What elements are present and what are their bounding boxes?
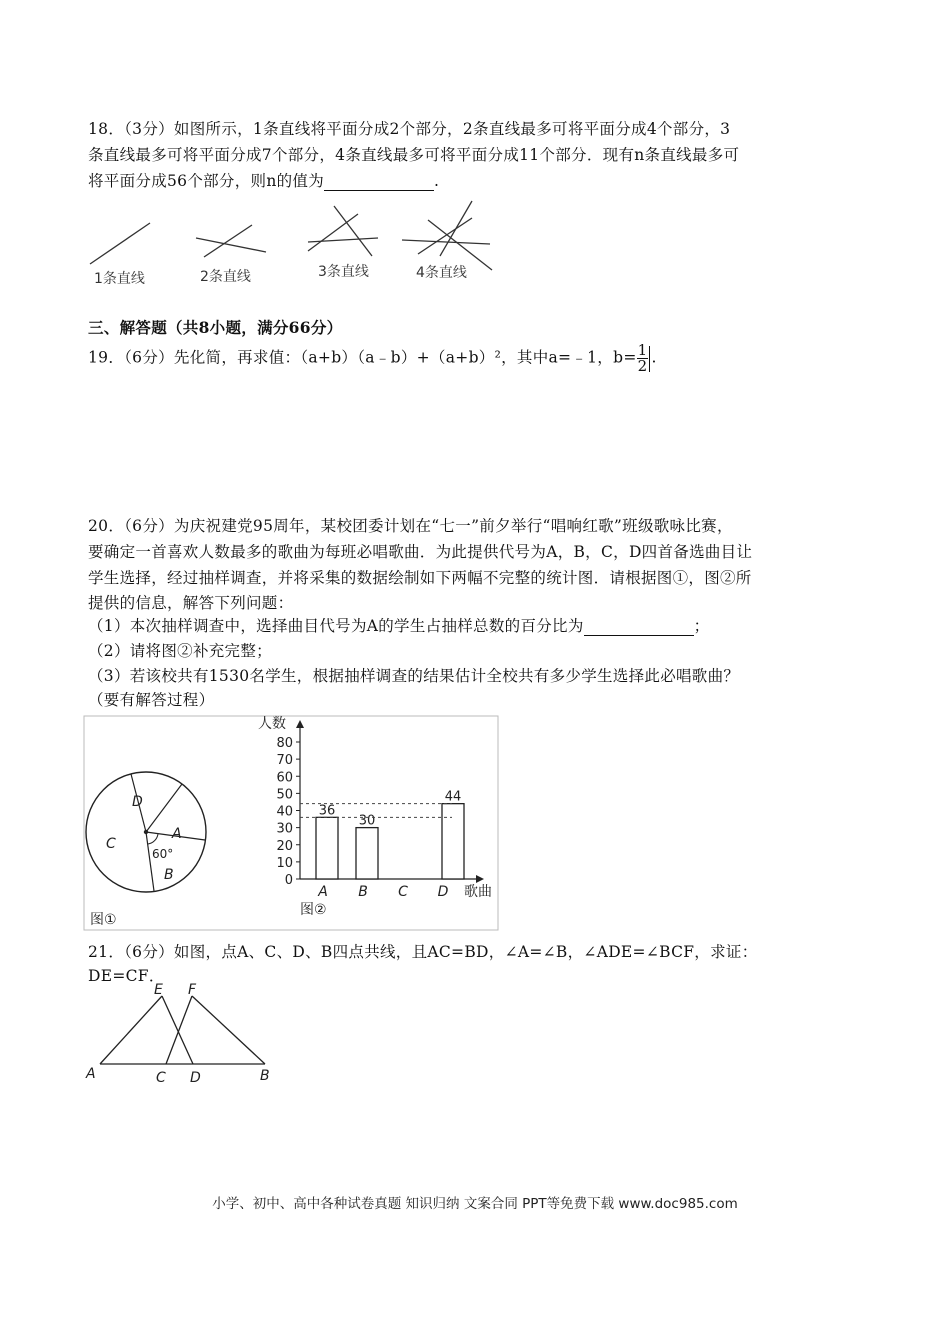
label-d: D — [190, 1070, 201, 1086]
fig4-line-c — [428, 220, 492, 270]
y-tick-label: 70 — [276, 753, 293, 769]
pie-label-c: C — [106, 836, 116, 852]
q19-frac-num: 1 — [637, 341, 648, 359]
q21-line2: DE=CF． — [88, 967, 165, 985]
q18-line3 — [88, 169, 439, 191]
pie-label-a: A — [172, 826, 182, 842]
data-label-a: 36 — [318, 803, 336, 819]
label-e: E — [154, 982, 163, 998]
fig3-line-c — [308, 238, 378, 242]
q19-frac-den: 2 — [637, 357, 648, 375]
pie-angle-arc — [148, 834, 158, 844]
section3-title: 三、解答题（共8小题，满分66分） — [88, 318, 343, 337]
y-tick-label: 10 — [276, 855, 293, 871]
y-axis-label: 人数 — [258, 716, 286, 732]
x-axis-arrow — [476, 875, 484, 883]
pie-chart — [86, 772, 206, 928]
q20-answer-blank[interactable] — [584, 617, 694, 636]
pie-caption: 图① — [90, 912, 117, 928]
label-f: F — [188, 982, 197, 998]
label-a: A — [86, 1066, 96, 1082]
label-c: C — [156, 1070, 166, 1086]
q18-line3-prefix: 将平面分成56个部分，则n的值为 — [88, 172, 325, 190]
q18-line2: 条直线最多可将平面分成7个部分，4条直线最多可将平面分成11个部分．现有n条直线最多可 — [88, 146, 740, 164]
fig2-line-a — [196, 238, 266, 252]
q20-part1-text: （1）本次抽样调查中，选择曲目代号为A的学生占抽样总数的百分比为 — [88, 617, 584, 635]
bar-chart — [258, 715, 492, 918]
q21-line1: 21．（6分）如图，点A、C、D、B四点共线，且AC=BD，∠A=∠B，∠ADE=∠BCF，求证： — [88, 943, 758, 961]
x-tick-label: A — [318, 884, 328, 900]
q20-line3: 学生选择，经过抽样调查，并将采集的数据绘制如下两幅不完整的统计图．请根据图①，图②所 — [88, 569, 752, 587]
pie-divider-bc — [146, 832, 154, 891]
label-b: B — [260, 1068, 270, 1084]
pie-angle-label: 60° — [152, 847, 174, 861]
q19-text: 19．（6分）先化简，再求值：（a+b）（a﹣b）+（a+b）²，其中a=﹣1，b= — [88, 348, 637, 367]
segment-ae — [100, 996, 162, 1064]
fig1-label: 1条直线 — [94, 271, 145, 287]
x-axis-label: 歌曲 — [464, 884, 492, 900]
q18-answer-blank[interactable] — [324, 172, 434, 191]
q18-figure — [80, 198, 500, 290]
y-tick-label: 50 — [276, 787, 293, 803]
fig3-line-a — [334, 206, 372, 256]
q20-line4: 提供的信息，解答下列问题： — [88, 594, 294, 612]
y-tick-label: 80 — [276, 736, 293, 751]
q20-line1: 20．（6分）为庆祝建党95周年，某校团委计划在“七一”前夕举行“唱响红歌”班级歌咏比赛， — [88, 517, 733, 535]
fig4-label: 4条直线 — [416, 265, 467, 281]
q20-part1 — [88, 614, 709, 636]
segment-fb — [192, 996, 265, 1064]
pie-label-d: D — [132, 794, 143, 810]
bar-caption: 图② — [300, 902, 327, 918]
y-tick-label: 0 — [284, 873, 293, 888]
data-label-d: 44 — [444, 789, 462, 805]
fig2-label: 2条直线 — [200, 269, 251, 285]
fig3-label: 3条直线 — [318, 264, 369, 280]
q21-figure — [80, 980, 290, 1088]
fig4-line-a — [402, 240, 490, 244]
pie-label-b: B — [164, 867, 174, 883]
x-tick-label: C — [398, 884, 408, 900]
bar-d — [442, 804, 464, 879]
y-tick-label: 20 — [276, 838, 293, 854]
q18-line1: 18．（3分）如图所示，1条直线将平面分成2个部分，2条直线最多可将平面分成4个部分，3 — [88, 120, 731, 138]
q20-part2: （2）请将图②补充完整； — [88, 642, 272, 660]
y-axis-arrow — [296, 720, 304, 728]
q20-part3: （3）若该校共有1530名学生，根据抽样调查的结果估计全校共有多少学生选择此必唱歌曲？ — [88, 667, 740, 685]
bar-a — [316, 817, 338, 879]
x-tick-label: D — [437, 884, 449, 900]
footer-text: 小学、初中、高中各种试卷真题 知识归纳 文案合同 PPT等免费下载 www.doc985.com — [212, 1196, 738, 1212]
q20-figure — [80, 714, 500, 932]
q18-line3-suffix: . — [434, 172, 440, 190]
pie-divider-da — [146, 784, 182, 832]
y-tick-label: 30 — [276, 821, 293, 837]
y-tick-label: 60 — [276, 770, 293, 786]
q19-fraction — [637, 343, 649, 374]
data-label-b: 30 — [358, 813, 376, 829]
x-tick-label: B — [358, 884, 368, 900]
fig1-line — [90, 223, 150, 264]
q19-line — [88, 343, 657, 374]
q19-suffix: . — [651, 348, 657, 367]
q20-part3b: （要有解答过程） — [88, 691, 215, 709]
fig3-line-b — [308, 214, 358, 251]
fig4-line-d — [440, 201, 472, 256]
q20-line2: 要确定一首喜欢人数最多的歌曲为每班必唱歌曲．为此提供代号为A，B，C，D四首备选曲目让 — [88, 543, 753, 561]
bar-b — [356, 828, 378, 879]
q20-part1-suffix: ； — [693, 617, 710, 635]
y-tick-label: 40 — [276, 804, 293, 820]
pie-center — [144, 830, 148, 834]
